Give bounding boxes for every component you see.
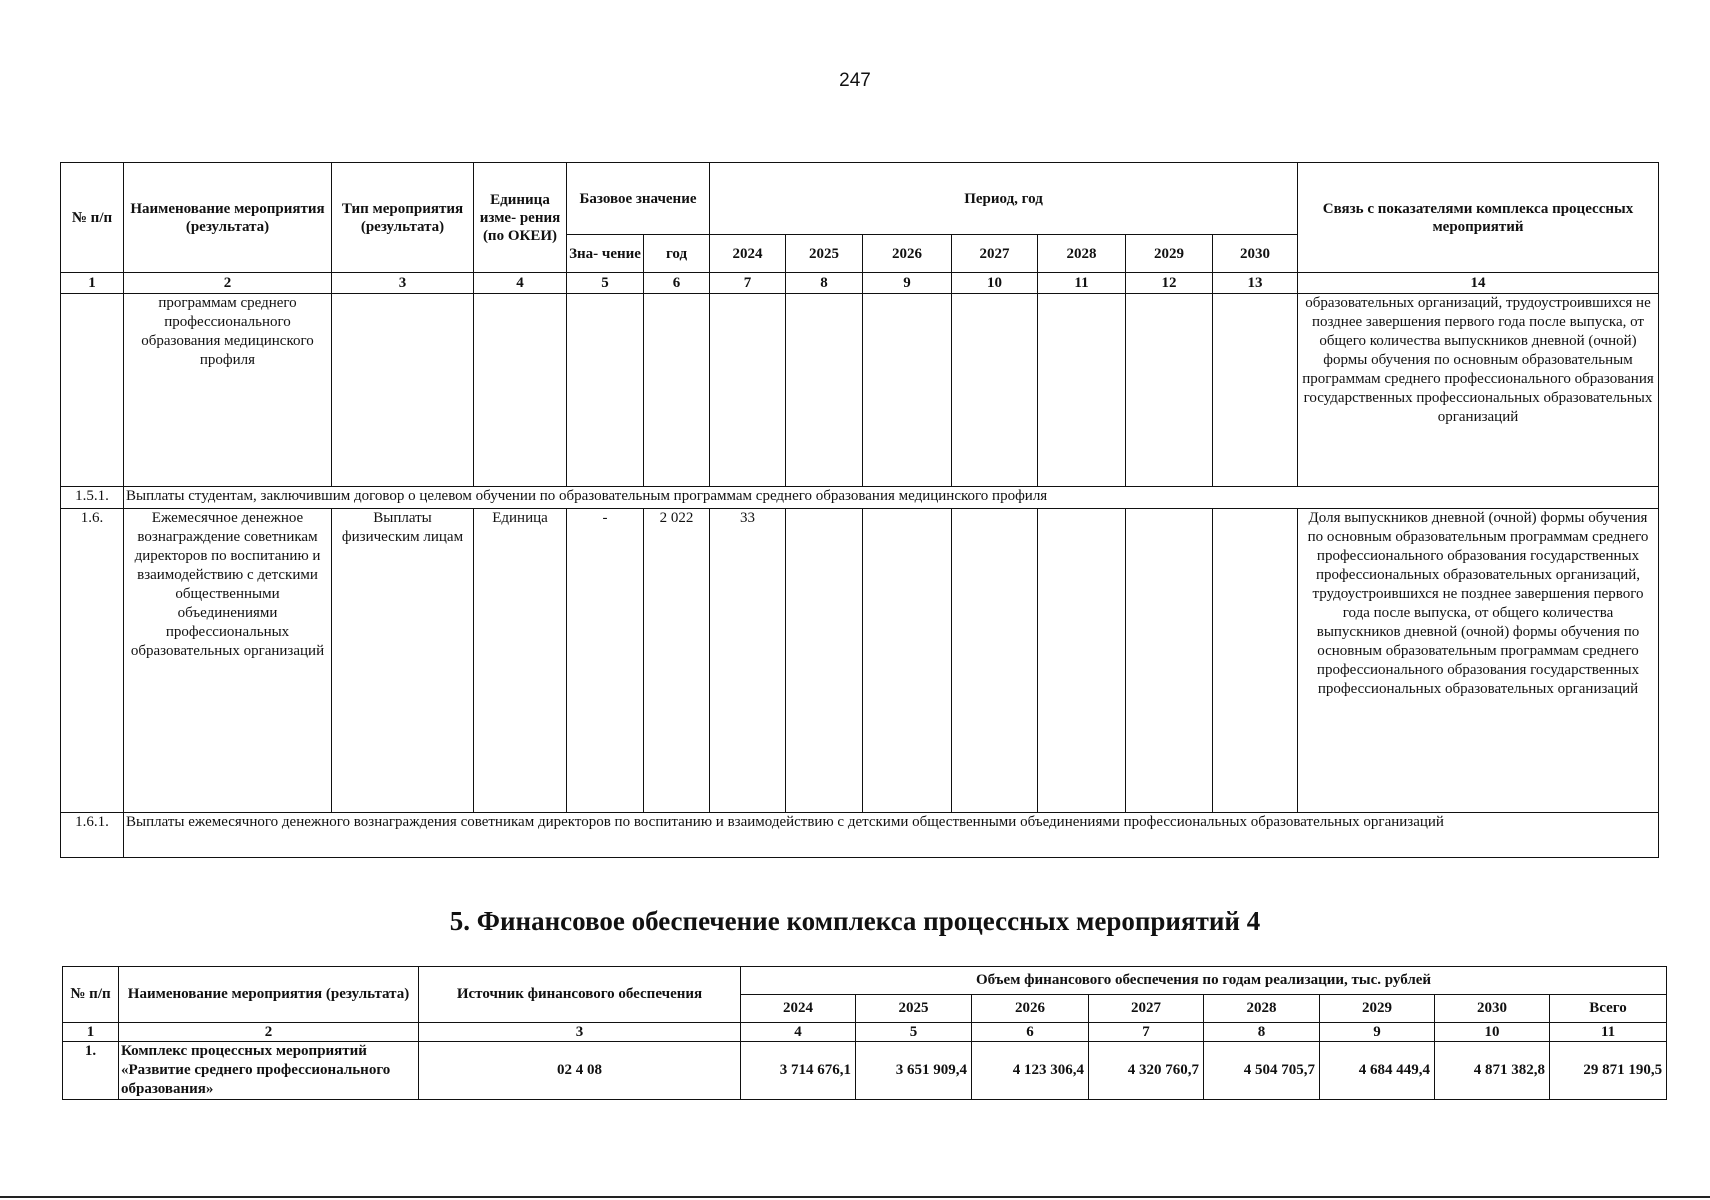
col-number: 9 bbox=[1320, 1023, 1435, 1042]
section-title: 5. Финансовое обеспечение комплекса процессных мероприятий 4 bbox=[449, 906, 1261, 936]
activity-name: Ежемесячное денежное вознаграждение советникам директоров по воспитанию и взаимодействию с детскими общественными объединениями профессиональных образовательных организаций bbox=[124, 509, 332, 813]
activity-type: Выплаты физическим лицам bbox=[332, 509, 474, 813]
header-name: Наименование мероприятия (результата) bbox=[124, 163, 332, 273]
header-source: Источник финансового обеспечения bbox=[419, 967, 741, 1023]
col-number: 1 bbox=[61, 273, 124, 294]
header-link: Связь с показателями комплекса процессных мероприятий bbox=[1298, 163, 1659, 273]
unit: Единица bbox=[474, 509, 567, 813]
col-number: 5 bbox=[856, 1023, 972, 1042]
amount-2030: 4 871 382,8 bbox=[1435, 1042, 1550, 1100]
row-number: 1. bbox=[63, 1042, 119, 1100]
amount-2027: 4 320 760,7 bbox=[1089, 1042, 1204, 1100]
amount-2029: 4 684 449,4 bbox=[1320, 1042, 1435, 1100]
col-number: 7 bbox=[710, 273, 786, 294]
header-year: 2030 bbox=[1435, 995, 1550, 1023]
row-number: 1.6. bbox=[61, 509, 124, 813]
header-year: 2025 bbox=[856, 995, 972, 1023]
table-row bbox=[63, 1042, 1667, 1100]
base-value: - bbox=[567, 509, 644, 813]
col-number: 7 bbox=[1089, 1023, 1204, 1042]
funding-source: 02 4 08 bbox=[419, 1042, 741, 1100]
col-number: 4 bbox=[741, 1023, 856, 1042]
col-number: 3 bbox=[419, 1023, 741, 1042]
header-name: Наименование мероприятия (результата) bbox=[119, 967, 419, 1023]
sub-activity-text: Выплаты ежемесячного денежного вознаграждения советникам директоров по воспитанию и взаимодействию с детскими общественными объединениями профессиональных образовательных организаций bbox=[124, 813, 1659, 858]
amount-2024: 3 714 676,1 bbox=[741, 1042, 856, 1100]
header-year: 2030 bbox=[1213, 235, 1298, 273]
header-year: 2029 bbox=[1320, 995, 1435, 1023]
col-number: 12 bbox=[1126, 273, 1213, 294]
col-number: 10 bbox=[952, 273, 1038, 294]
activity-name: программам среднего профессионального образования медицинского профиля bbox=[124, 294, 332, 487]
col-number: 6 bbox=[972, 1023, 1089, 1042]
header-year: 2025 bbox=[786, 235, 863, 273]
row-number: 1.6.1. bbox=[61, 813, 124, 858]
header-period: Период, год bbox=[710, 163, 1298, 235]
col-number: 2 bbox=[119, 1023, 419, 1042]
column-numbers-row bbox=[63, 1023, 1667, 1042]
col-number: 1 bbox=[63, 1023, 119, 1042]
activities-table bbox=[60, 162, 1659, 858]
header-volume: Объем финансового обеспечения по годам реализации, тыс. рублей bbox=[741, 967, 1667, 995]
header-base-value: Зна- чение bbox=[567, 235, 644, 273]
col-number: 11 bbox=[1038, 273, 1126, 294]
table-row bbox=[61, 294, 1659, 487]
header-year: 2026 bbox=[863, 235, 952, 273]
col-number: 5 bbox=[567, 273, 644, 294]
indicator-link: образовательных организаций, трудоустроившихся не позднее завершения первого года после выпуска, от общего количества выпускников дневной (очной) формы обучения по основным образовательным программам среднего профессионального образования государственных профессиональных образовательных организаций bbox=[1298, 294, 1659, 487]
table-row bbox=[61, 813, 1659, 858]
header-num: № п/п bbox=[61, 163, 124, 273]
col-number: 3 bbox=[332, 273, 474, 294]
header-year: 2027 bbox=[1089, 995, 1204, 1023]
amount-total: 29 871 190,5 bbox=[1550, 1042, 1667, 1100]
header-base: Базовое значение bbox=[567, 163, 710, 235]
col-number: 2 bbox=[124, 273, 332, 294]
base-year: 2 022 bbox=[644, 509, 710, 813]
header-year: 2028 bbox=[1038, 235, 1126, 273]
col-number: 8 bbox=[786, 273, 863, 294]
col-number: 6 bbox=[644, 273, 710, 294]
header-year: 2026 bbox=[972, 995, 1089, 1023]
header-year: 2024 bbox=[710, 235, 786, 273]
header-unit: Единица изме- рения (по ОКЕИ) bbox=[474, 163, 567, 273]
value-2024: 33 bbox=[710, 509, 786, 813]
header-num: № п/п bbox=[63, 967, 119, 1023]
col-number: 4 bbox=[474, 273, 567, 294]
row-number: 1.5.1. bbox=[61, 487, 124, 509]
sub-activity-text: Выплаты студентам, заключившим договор о целевом обучении по образовательным программам среднего образования медицинского профиля bbox=[124, 487, 1659, 509]
scan-edge-line bbox=[0, 1196, 1710, 1198]
col-number: 13 bbox=[1213, 273, 1298, 294]
col-number: 10 bbox=[1435, 1023, 1550, 1042]
header-type: Тип мероприятия (результата) bbox=[332, 163, 474, 273]
header-year: 2027 bbox=[952, 235, 1038, 273]
col-number: 11 bbox=[1550, 1023, 1667, 1042]
header-year: 2028 bbox=[1204, 995, 1320, 1023]
col-number: 14 bbox=[1298, 273, 1659, 294]
header-total: Всего bbox=[1550, 995, 1667, 1023]
indicator-link: Доля выпускников дневной (очной) формы обучения по основным образовательным программам среднего профессионального образования государственных профессиональных образовательных организаций, трудоустроившихся не позднее завершения первого года после выпуска, от общего количества выпускников дневной (очной) формы обучения по основным образовательным программам среднего профессионального образования государственных профессиональных образовательных организаций bbox=[1298, 509, 1659, 813]
header-year: 2024 bbox=[741, 995, 856, 1023]
header-year: 2029 bbox=[1126, 235, 1213, 273]
header-base-year: год bbox=[644, 235, 710, 273]
table-row bbox=[61, 487, 1659, 509]
financing-table bbox=[62, 966, 1667, 1100]
col-number: 8 bbox=[1204, 1023, 1320, 1042]
amount-2025: 3 651 909,4 bbox=[856, 1042, 972, 1100]
column-numbers-row bbox=[61, 273, 1659, 294]
amount-2026: 4 123 306,4 bbox=[972, 1042, 1089, 1100]
page-number: 247 bbox=[839, 70, 871, 91]
amount-2028: 4 504 705,7 bbox=[1204, 1042, 1320, 1100]
table-row bbox=[61, 509, 1659, 813]
col-number: 9 bbox=[863, 273, 952, 294]
activity-name: Комплекс процессных мероприятий «Развитие среднего профессионального образования» bbox=[119, 1042, 419, 1100]
